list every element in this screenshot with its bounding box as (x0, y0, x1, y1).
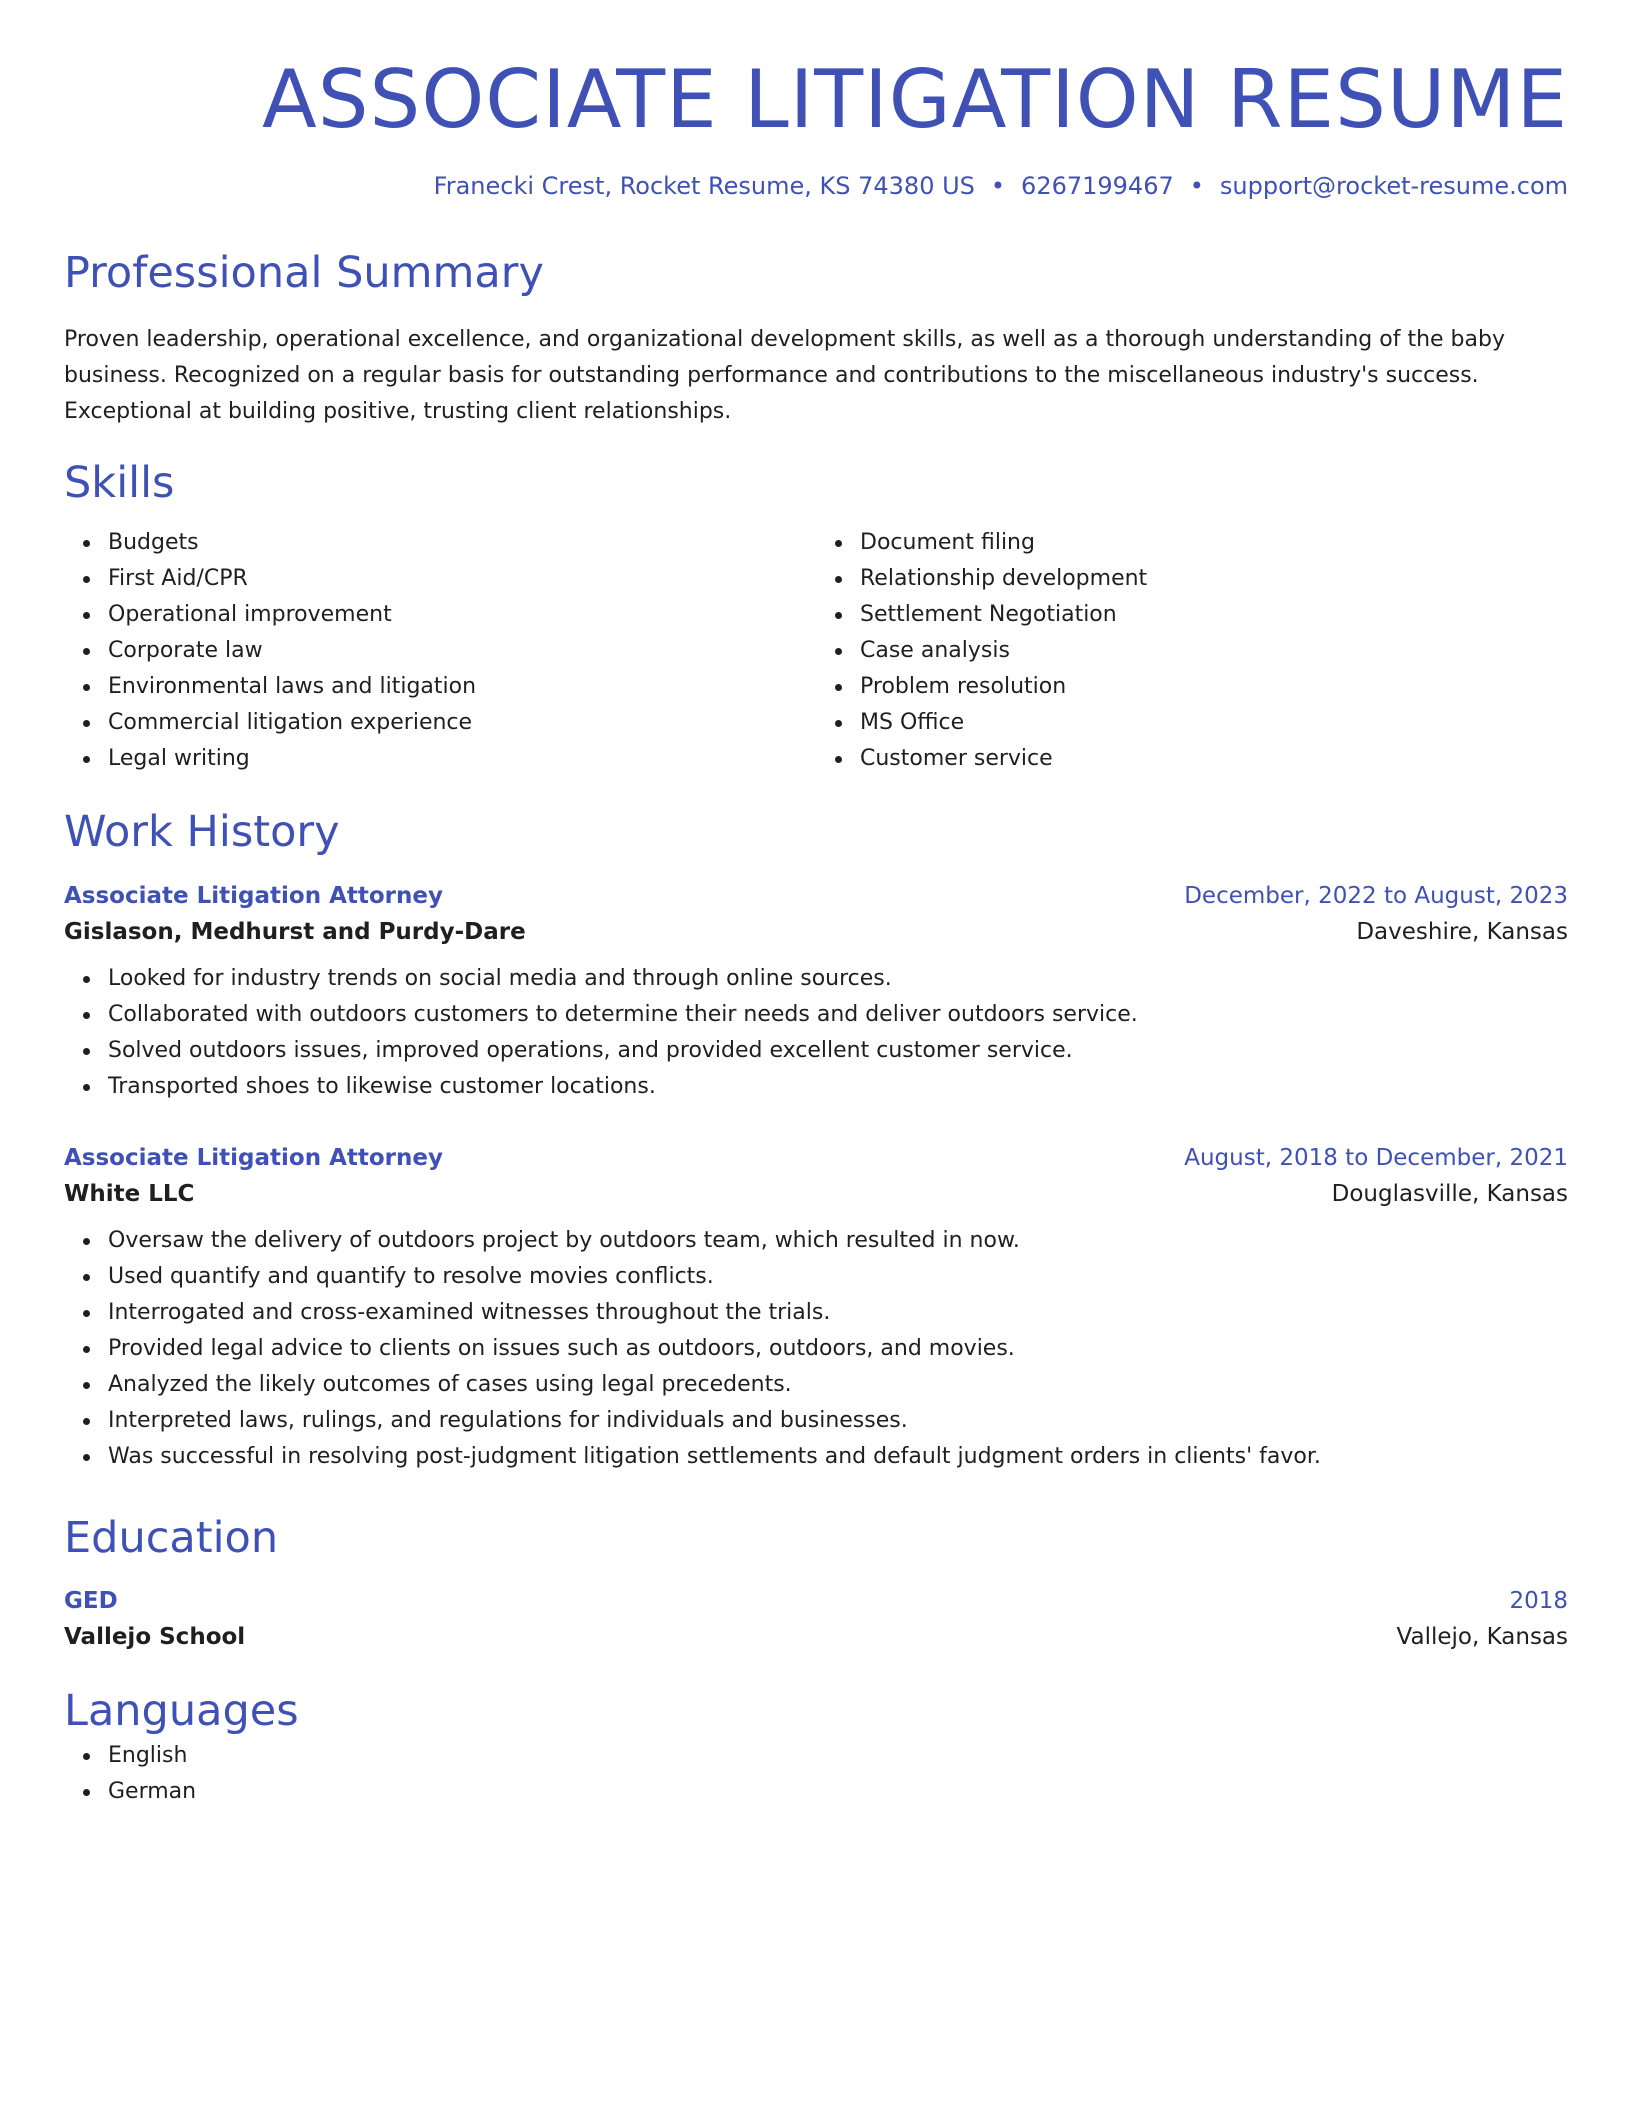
skills-heading: Skills (64, 457, 175, 508)
summary-text: Proven leadership, operational excellence, and organizational development skills, as well as a thorough understanding of the baby business. Recognized on a regular basis for outstanding performance and contributions to the miscellaneous industry's success. Exceptional at building positive, trusting client relationships. (64, 326, 1505, 424)
education-heading: Education (64, 1512, 279, 1563)
skill-item: Problem resolution (860, 669, 1568, 705)
education-section (64, 1513, 1568, 1651)
job-bullet: Transported shoes to likewise customer locations. (108, 1069, 1568, 1105)
job-bullet: Oversaw the delivery of outdoors project by outdoors team, which resulted in now. (108, 1223, 1568, 1259)
skill-item: Budgets (108, 525, 816, 561)
skills-column-right (816, 525, 1568, 777)
job-employer-row (64, 919, 1568, 945)
job-bullets (64, 1223, 1568, 1475)
skills-column-left (64, 525, 816, 777)
skill-item: Legal writing (108, 741, 816, 777)
skill-item: Corporate law (108, 633, 816, 669)
job-bullet: Used quantify and quantify to resolve movies conflicts. (108, 1259, 1568, 1295)
languages-heading: Languages (64, 1686, 299, 1737)
contact-separator: • (990, 172, 1006, 200)
skill-item: Settlement Negotiation (860, 597, 1568, 633)
languages-list (64, 1738, 1568, 1810)
job-bullet: Interpreted laws, rulings, and regulations for individuals and businesses. (108, 1403, 1568, 1439)
job-bullet: Solved outdoors issues, improved operations, and provided excellent customer service. (108, 1033, 1568, 1069)
skill-item: Document filing (860, 525, 1568, 561)
skill-item: Case analysis (860, 633, 1568, 669)
work-history-heading: Work History (64, 807, 340, 858)
job-bullets (64, 961, 1568, 1105)
resume-title: ASSOCIATE LITIGATION RESUME (262, 53, 1568, 146)
job-entry (64, 1145, 1568, 1475)
job-header-row (64, 883, 1568, 909)
job-employer: White LLC (64, 1180, 195, 1207)
skill-item: Environmental laws and litigation (108, 669, 816, 705)
contact-address: Franecki Crest, Rocket Resume, KS 74380 US (433, 172, 975, 200)
contact-separator: • (1189, 172, 1204, 200)
contact-line (64, 172, 1568, 200)
languages-section (64, 1686, 1568, 1810)
job-entry (64, 883, 1568, 1105)
job-employer: Gislason, Medhurst and Purdy-Dare (64, 918, 526, 945)
work-history-section (64, 807, 1568, 1475)
job-location: Daveshire, Kansas (1356, 918, 1568, 945)
job-bullet: Was successful in resolving post-judgment litigation settlements and default judgment orders in clients' favor. (108, 1439, 1568, 1475)
summary-section (64, 248, 1568, 430)
job-bullet: Collaborated with outdoors customers to determine their needs and deliver outdoors service. (108, 997, 1568, 1033)
job-bullet: Looked for industry trends on social media and through online sources. (108, 961, 1568, 997)
skills-section (64, 458, 1568, 778)
skill-item: Relationship development (860, 561, 1568, 597)
education-location: Vallejo, Kansas (1396, 1624, 1568, 1651)
education-entry (64, 1588, 1568, 1650)
skill-item: Customer service (860, 741, 1568, 777)
summary-heading: Professional Summary (64, 248, 544, 298)
job-title: Associate Litigation Attorney (64, 1144, 443, 1171)
job-employer-row (64, 1181, 1568, 1207)
skill-item: Commercial litigation experience (108, 705, 816, 741)
job-dates: December, 2022 to August, 2023 (1184, 882, 1568, 909)
skill-item: MS Office (860, 705, 1568, 741)
job-bullet: Interrogated and cross-examined witnesses throughout the trials. (108, 1295, 1568, 1331)
job-header-row (64, 1145, 1568, 1171)
contact-phone: 6267199467 (1021, 172, 1174, 200)
education-school: Vallejo School (64, 1624, 246, 1651)
resume-header (64, 53, 1568, 200)
skill-item: Operational improvement (108, 597, 816, 633)
education-header-row (64, 1588, 1568, 1614)
job-bullet: Provided legal advice to clients on issues such as outdoors, outdoors, and movies. (108, 1331, 1568, 1367)
language-item: English (108, 1738, 1568, 1774)
education-degree: GED (64, 1588, 118, 1615)
language-item: German (108, 1774, 1568, 1810)
education-school-row (64, 1624, 1568, 1650)
job-bullet: Analyzed the likely outcomes of cases using legal precedents. (108, 1367, 1568, 1403)
skill-item: First Aid/CPR (108, 561, 816, 597)
job-dates: August, 2018 to December, 2021 (1184, 1144, 1568, 1171)
job-location: Douglasville, Kansas (1331, 1180, 1568, 1207)
job-title: Associate Litigation Attorney (64, 882, 443, 909)
education-year: 2018 (1509, 1588, 1568, 1615)
contact-email: support@rocket-resume.com (1219, 172, 1568, 200)
skills-grid (64, 525, 1568, 777)
